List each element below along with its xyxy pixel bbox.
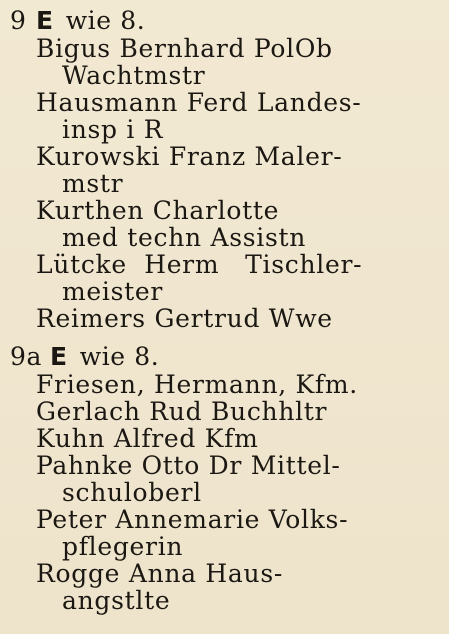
resident-entry — [10, 506, 443, 560]
entry-line: Kuhn Alfred Kfm — [36, 424, 259, 453]
entry-continuation: meister — [62, 277, 164, 306]
resident-entry — [10, 371, 443, 398]
entry-line: Lütcke Herm Tischler- — [36, 250, 363, 279]
entry-continuation: med techn Assistn — [62, 223, 307, 252]
resident-entry — [10, 452, 443, 506]
section-letter: E — [50, 342, 68, 371]
entry-continuation: mstr — [62, 169, 124, 198]
section-letter: E — [36, 6, 54, 35]
entry-line: Rogge Anna Haus- — [36, 559, 284, 588]
resident-entry — [10, 89, 443, 143]
entry-continuation: pflegerin — [62, 532, 184, 561]
resident-entry — [10, 143, 443, 197]
resident-entry — [10, 305, 443, 332]
section-number: 9 — [10, 6, 27, 35]
section-9 — [10, 6, 443, 332]
entry-line: Gerlach Rud Buchhltr — [36, 397, 328, 426]
entry-line: Kurowski Franz Maler- — [36, 142, 343, 171]
resident-entry — [10, 398, 443, 425]
section-header — [10, 6, 443, 35]
entry-line: Reimers Gertrud Wwe — [36, 304, 333, 333]
entry-line: Bigus Bernhard PolOb — [36, 34, 333, 63]
entry-continuation: schuloberl — [62, 478, 202, 507]
section-reference: wie 8. — [65, 6, 146, 35]
resident-entry — [10, 35, 443, 89]
entry-line: Peter Annemarie Volks- — [36, 505, 349, 534]
resident-entry — [10, 197, 443, 251]
entry-continuation: Wachtmstr — [62, 61, 206, 90]
entry-line: Friesen, Hermann, Kfm. — [36, 370, 358, 399]
entry-continuation: insp i R — [62, 115, 164, 144]
entry-line: Pahnke Otto Dr Mittel- — [36, 451, 341, 480]
entry-line: Kurthen Charlotte — [36, 196, 280, 225]
section-header — [10, 342, 443, 371]
section-reference: wie 8. — [79, 342, 160, 371]
entry-line: Hausmann Ferd Landes- — [36, 88, 362, 117]
resident-entry — [10, 251, 443, 305]
resident-entry — [10, 425, 443, 452]
section-number: 9a — [10, 342, 43, 371]
entry-continuation: angstlte — [62, 586, 171, 615]
section-9a — [10, 342, 443, 614]
resident-entry — [10, 560, 443, 614]
